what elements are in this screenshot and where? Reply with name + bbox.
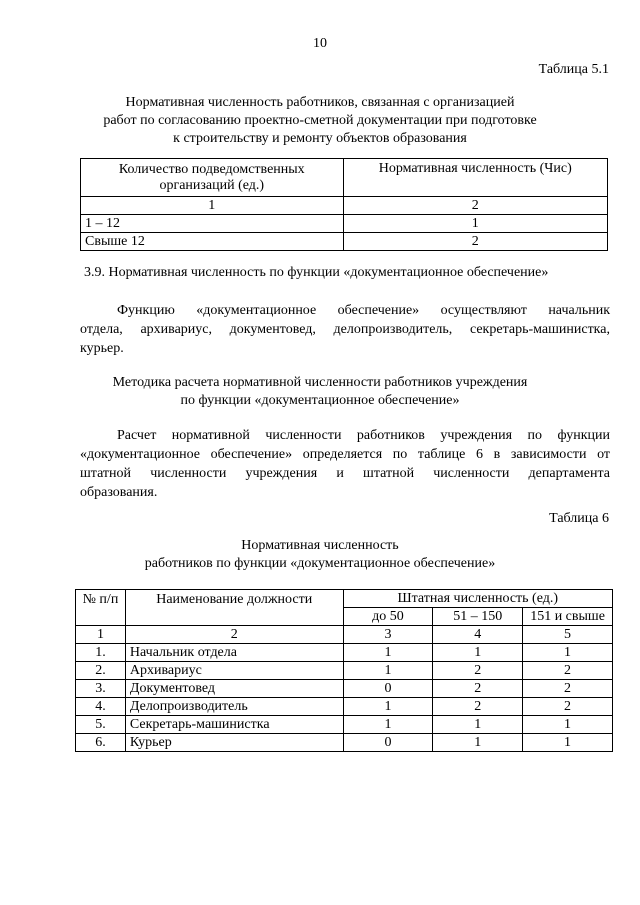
table-row <box>76 698 613 716</box>
table-cell: 6. <box>76 734 126 752</box>
table-row <box>81 215 608 233</box>
column-header: Наименование должности <box>125 590 343 626</box>
table-header-row <box>76 590 613 608</box>
table-cell: 0 <box>343 680 433 698</box>
table-cell: 0 <box>343 734 433 752</box>
table-cell: 1 <box>343 644 433 662</box>
column-group-header: Штатная численность (ед.) <box>343 590 612 608</box>
column-number: 4 <box>433 626 523 644</box>
table-cell: 1 <box>523 644 613 662</box>
paragraph-line: курьер. <box>80 341 124 356</box>
header-number-row <box>76 626 613 644</box>
paragraph-method <box>80 426 610 502</box>
table-cell: 2 <box>343 233 607 251</box>
table-cell: 1 <box>343 698 433 716</box>
table-cell: 2 <box>523 680 613 698</box>
table-row <box>76 662 613 680</box>
table-row <box>76 680 613 698</box>
column-number: 1 <box>81 197 344 215</box>
table-cell: Секретарь-машинистка <box>125 716 343 734</box>
table-row <box>76 734 613 752</box>
table-cell: 2 <box>433 680 523 698</box>
table-cell: Архивариус <box>125 662 343 680</box>
title-line: Нормативная численность работников, связанная с организацией <box>125 95 515 110</box>
paragraph-line: образования. <box>80 485 158 500</box>
table-cell: 5. <box>76 716 126 734</box>
title-line: работников по функции «документационное обеспечение» <box>144 556 496 571</box>
title-line: Нормативная численность <box>241 538 399 553</box>
table-cell: 1 <box>433 716 523 734</box>
paragraph-line: штатной численности учреждения и штатной численности департамента <box>80 466 610 481</box>
table-cell: 2 <box>523 662 613 680</box>
column-number: 1 <box>76 626 126 644</box>
column-number: 5 <box>523 626 613 644</box>
paragraph-line: Расчет нормативной численности работников учреждения по функции <box>117 428 610 443</box>
paragraph-line: «документационное обеспечение» определяется по таблице 6 в зависимости от <box>80 447 610 462</box>
paragraph-line: Функцию «документационное обеспечение» осуществляют начальник <box>117 303 610 318</box>
table-cell: Делопроизводитель <box>125 698 343 716</box>
table-cell: 2. <box>76 662 126 680</box>
paragraph-line: отдела, архивариус, документовед, делопроизводитель, секретарь-машинистка, <box>80 322 610 337</box>
column-header: Нормативная численность (Чис) <box>343 159 607 197</box>
table-cell: 1 <box>433 644 523 662</box>
table-header-row <box>81 159 608 197</box>
column-number: 3 <box>343 626 433 644</box>
table-cell: 1 <box>523 716 613 734</box>
method-title <box>60 374 580 410</box>
column-header: 151 и свыше <box>523 608 613 626</box>
table-cell: 4. <box>76 698 126 716</box>
table-cell: 1 <box>343 716 433 734</box>
table-6 <box>75 589 613 752</box>
paragraph-functions <box>80 301 610 358</box>
table-6-title <box>60 537 580 573</box>
column-header: № п/п <box>76 590 126 626</box>
title-line: работ по согласованию проектно-сметной документации при подготовке <box>103 113 537 128</box>
column-number: 2 <box>125 626 343 644</box>
table-cell: 1 <box>343 215 607 233</box>
table-cell: Документовед <box>125 680 343 698</box>
table-cell: 2 <box>433 662 523 680</box>
table-cell: 3. <box>76 680 126 698</box>
table-cell: 2 <box>433 698 523 716</box>
table-5-1-label: Таблица 5.1 <box>538 62 609 77</box>
table-cell: 2 <box>523 698 613 716</box>
table-5-1 <box>80 158 608 251</box>
table-cell: 1 <box>433 734 523 752</box>
table-row <box>76 716 613 734</box>
table-6-label: Таблица 6 <box>549 511 609 526</box>
table-row <box>81 233 608 251</box>
table-cell: Свыше 12 <box>81 233 344 251</box>
column-header: до 50 <box>343 608 433 626</box>
table-row <box>76 644 613 662</box>
page-number: 10 <box>313 36 327 51</box>
title-line: к строительству и ремонту объектов образования <box>173 131 467 146</box>
header-number-row <box>81 197 608 215</box>
column-header: Количество подведомственных организаций (ед.) <box>81 159 344 197</box>
column-number: 2 <box>343 197 607 215</box>
table-cell: 1. <box>76 644 126 662</box>
title-line: по функции «документационное обеспечение» <box>180 393 460 408</box>
table-5-1-title <box>60 94 580 148</box>
table-cell: 1 – 12 <box>81 215 344 233</box>
table-cell: 1 <box>523 734 613 752</box>
column-header: 51 – 150 <box>433 608 523 626</box>
title-line: Методика расчета нормативной численности работников учреждения <box>112 375 528 390</box>
table-cell: Начальник отдела <box>125 644 343 662</box>
table-cell: Курьер <box>125 734 343 752</box>
table-cell: 1 <box>343 662 433 680</box>
section-heading: 3.9. Нормативная численность по функции «документационное обеспечение» <box>84 265 549 280</box>
